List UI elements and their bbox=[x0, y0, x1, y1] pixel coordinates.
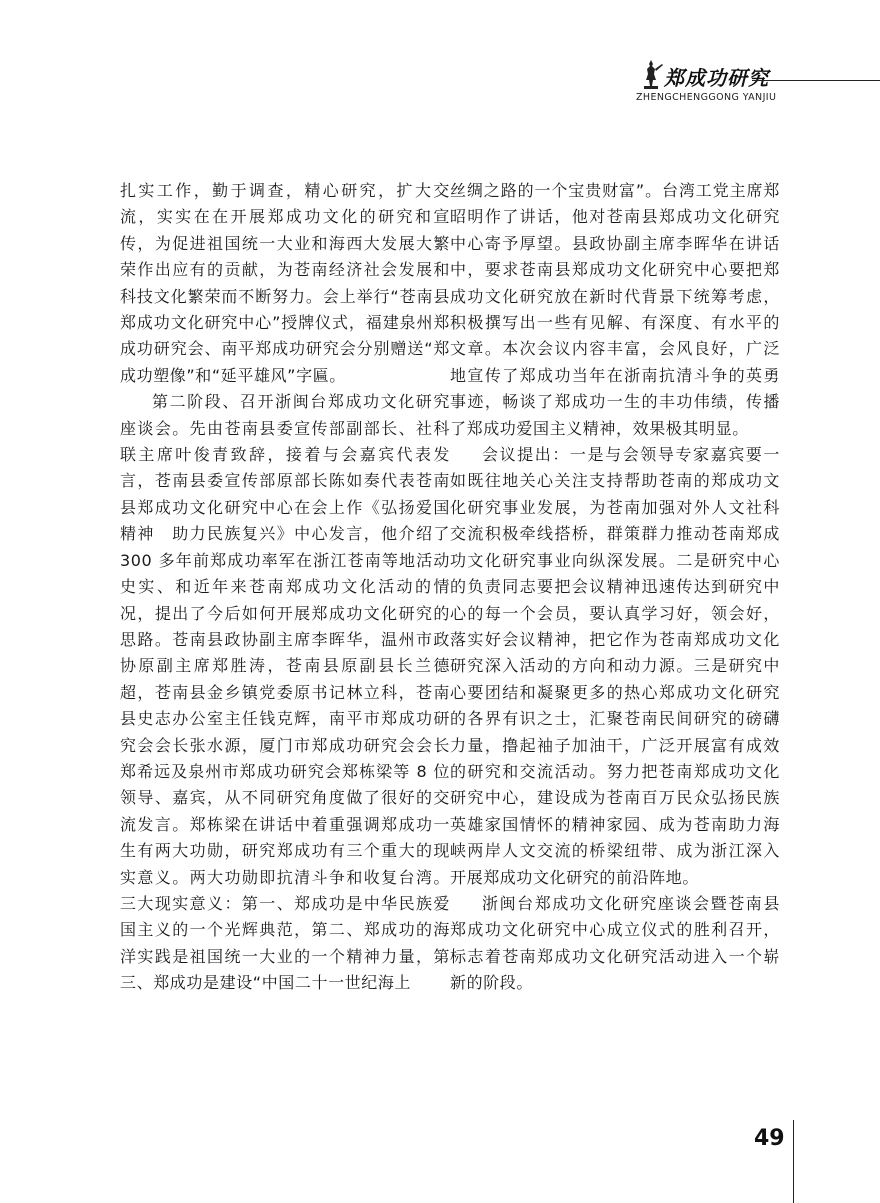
statue-icon bbox=[636, 58, 666, 90]
paragraph: 会议提出：一是与会领导专家嘉宾要一如既往地关心关注支持帮助苍南的郑成功文化研究事业发展，为苍南加强对外人文社科交流积极牵线搭桥，群策群力推动苍南郑成功文化研究事业向纵深发展。二是研究中心的负责同志要把会议精神迅速传达到研究中心的每一个会员，要认真学习好，领会好，落实好会议精神，把它作为苍南郑成功文化研究深入活动的方向和动力源。三是研究中心要团结和凝聚更多的热心郑成功文化研究的各界有识之士，汇聚苍南民间研究的磅礴力量，撸起袖子加油干，广泛开展富有成效的研究和交流活动。努力把苍南郑成功文化研究中心，建设成为苍南百万民众弘扬民族英雄家国情怀的精神家园、成为苍南助力海峡两岸人文交流的桥梁纽带、成为浙江深入开展郑成功文化研究的前沿阵地。 bbox=[450, 445, 780, 887]
right-column bbox=[450, 178, 780, 997]
page-number-rule bbox=[793, 1120, 794, 1203]
journal-title: 郑成功研究 bbox=[664, 66, 769, 90]
header-rule bbox=[752, 80, 880, 81]
left-column bbox=[120, 178, 450, 997]
page-number: 49 bbox=[754, 1126, 785, 1151]
paragraph: 丝绸之路的一个宝贵财富”。台湾工党主席郑昭明作了讲话，他对苍南县郑成功文化研究中心寄予厚望。县政协副主席李晖华在讲话中，要求苍南县郑成功文化研究中心要把郑成功文化研究放在新时代背景下统筹考虑，积极撰写出一些有见解、有深度、有水平的文章。本次会议内容丰富，会风良好，广泛地宣传了郑成功当年在浙南抗清斗争的英勇事迹，畅谈了郑成功一生的丰功伟绩，传播了郑成功爱国主义精神，效果极其明显。 bbox=[450, 181, 780, 438]
paragraph: 扎实工作，勤于调查，精心研究，扩大交流，实实在在开展郑成功文化的研究和宣传，为促进祖国统一大业和海西大发展大繁荣作出应有的贡献，为苍南经济社会发展和科技文化繁荣而不断努力。会上举行“苍南县郑成功文化研究中心”授牌仪式，福建泉州郑成功研究会、南平郑成功研究会分别赠送“郑成功塑像”和“延平雄风”字匾。 bbox=[120, 181, 450, 385]
paragraph: 第二阶段、召开浙闽台郑成功文化研究座谈会。先由苍南县委宣传部副部长、社科联主席叶俊青致辞，接着与会嘉宾代表发言，苍南县委宣传部原部长陈如奏代表苍南县郑成功文化研究中心在会上作《弘扬爱国精神 助力民族复兴》中心发言，他介绍了 300 多年前郑成功率军在浙江苍南等地活动史实、和近年来苍南郑成功文化活动的情况，提出了今后如何开展郑成功文化研究的思路。苍南县政协副主席李晖华，温州市政协原副主席郑胜涛，苍南县原副县长兰德超，苍南县金乡镇党委原书记林立科，苍南县史志办公室主任钱克辉，南平市郑成功研究会会长张水源，厦门市郑成功研究会会长郑希远及泉州市郑成功研究会郑栋梁等 8 位领导、嘉宾，从不同研究角度做了很好的交流发言。郑栋梁在讲话中着重强调郑成功一生有两大功勋，研究郑成功有三个重大的现实意义。两大功勋即抗清斗争和收复台湾。三大现实意义：第一、郑成功是中华民族爱国主义的一个光辉典范，第二、郑成功的海洋实践是祖国统一大业的一个精神力量，第三、郑成功是建设“中国二十一世纪海上 bbox=[120, 392, 450, 993]
paragraph: 浙闽台郑成功文化研究座谈会暨苍南县郑成功文化研究中心成立仪式的胜利召开，标志着苍南郑成功文化研究活动进入一个崭新的阶段。 bbox=[450, 893, 780, 993]
journal-subtitle: ZHENGCHENGGONG YANJIU bbox=[636, 92, 777, 103]
